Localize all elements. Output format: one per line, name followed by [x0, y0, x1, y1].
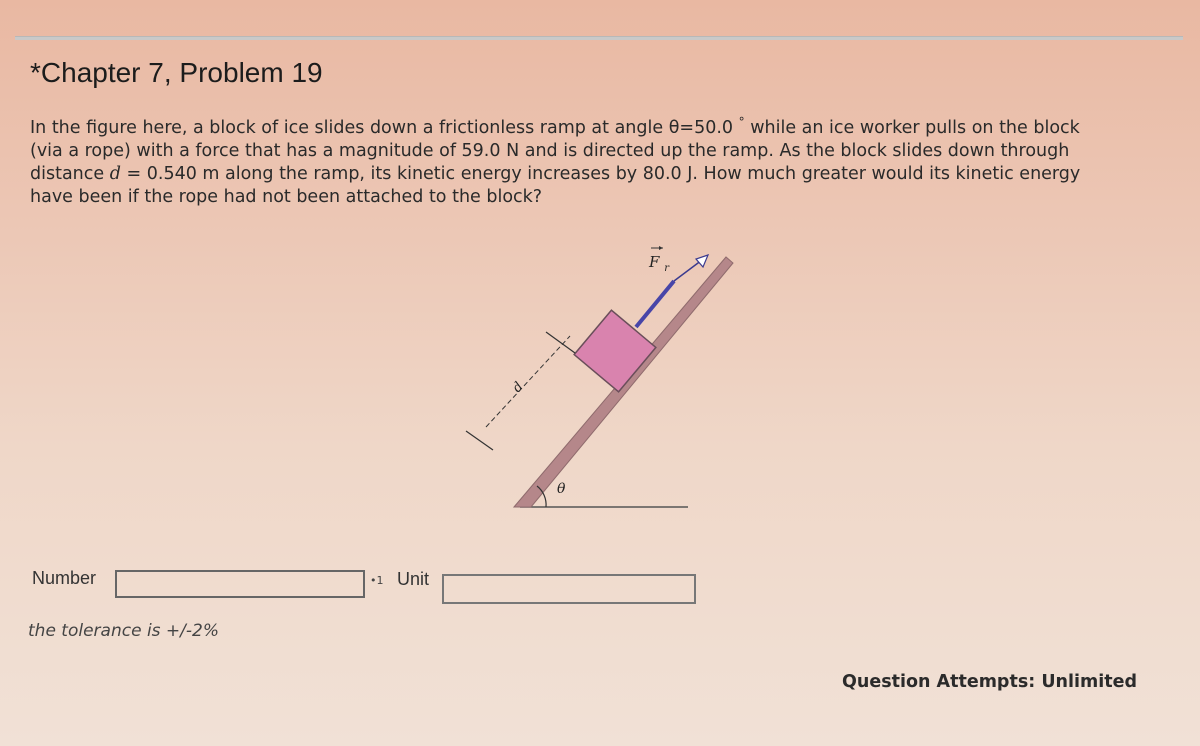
unit-input[interactable] [442, 574, 696, 604]
ramp-figure [440, 235, 740, 520]
problem-line-1 [30, 111, 1180, 140]
ice-block [574, 310, 656, 392]
problem-text: = 0.540 m along the ramp, its kinetic energy increases by 80.0 J. How much greater would its kinetic energy [126, 163, 1081, 184]
number-input[interactable] [115, 570, 365, 598]
question-attempts: Question Attempts: Unlimited [842, 672, 1137, 692]
distance-label: d [509, 379, 527, 396]
problem-text: In the figure here, a block of ice slides down a frictionless ramp at angle θ=50.0 [30, 117, 734, 138]
force-vector-bar-tip [659, 246, 663, 250]
distance-line [486, 336, 570, 427]
problem-line-2: (via a rope) with a force that has a magnitude of 59.0 N and is directed up the ramp. As the block slides down through [30, 140, 1070, 161]
problem-line-4: have been if the rope had not been attached to the block? [30, 186, 543, 207]
rope [636, 281, 674, 327]
problem-statement [30, 111, 1180, 209]
top-divider [15, 36, 1183, 40]
problem-line-3 [30, 163, 1180, 186]
tolerance-note: the tolerance is +/-2% [28, 621, 220, 641]
number-badge: •1 [370, 574, 384, 587]
angle-label: θ [557, 481, 566, 497]
unit-label: Unit [397, 569, 430, 589]
problem-text: while an ice worker pulls on the block [750, 117, 1080, 138]
force-symbol: F [649, 253, 660, 271]
number-badge-count: 1 [376, 574, 384, 587]
force-arrowhead [696, 255, 708, 267]
page-title: *Chapter 7, Problem 19 [30, 57, 323, 88]
force-label [648, 253, 670, 274]
distance-tick-high [546, 332, 575, 353]
problem-text: distance [30, 163, 105, 184]
number-label: Number [32, 568, 97, 588]
degree-symbol: ° [738, 115, 745, 129]
distance-variable: d [109, 163, 121, 184]
force-subscript: r [664, 263, 669, 274]
distance-tick-low [466, 431, 493, 450]
